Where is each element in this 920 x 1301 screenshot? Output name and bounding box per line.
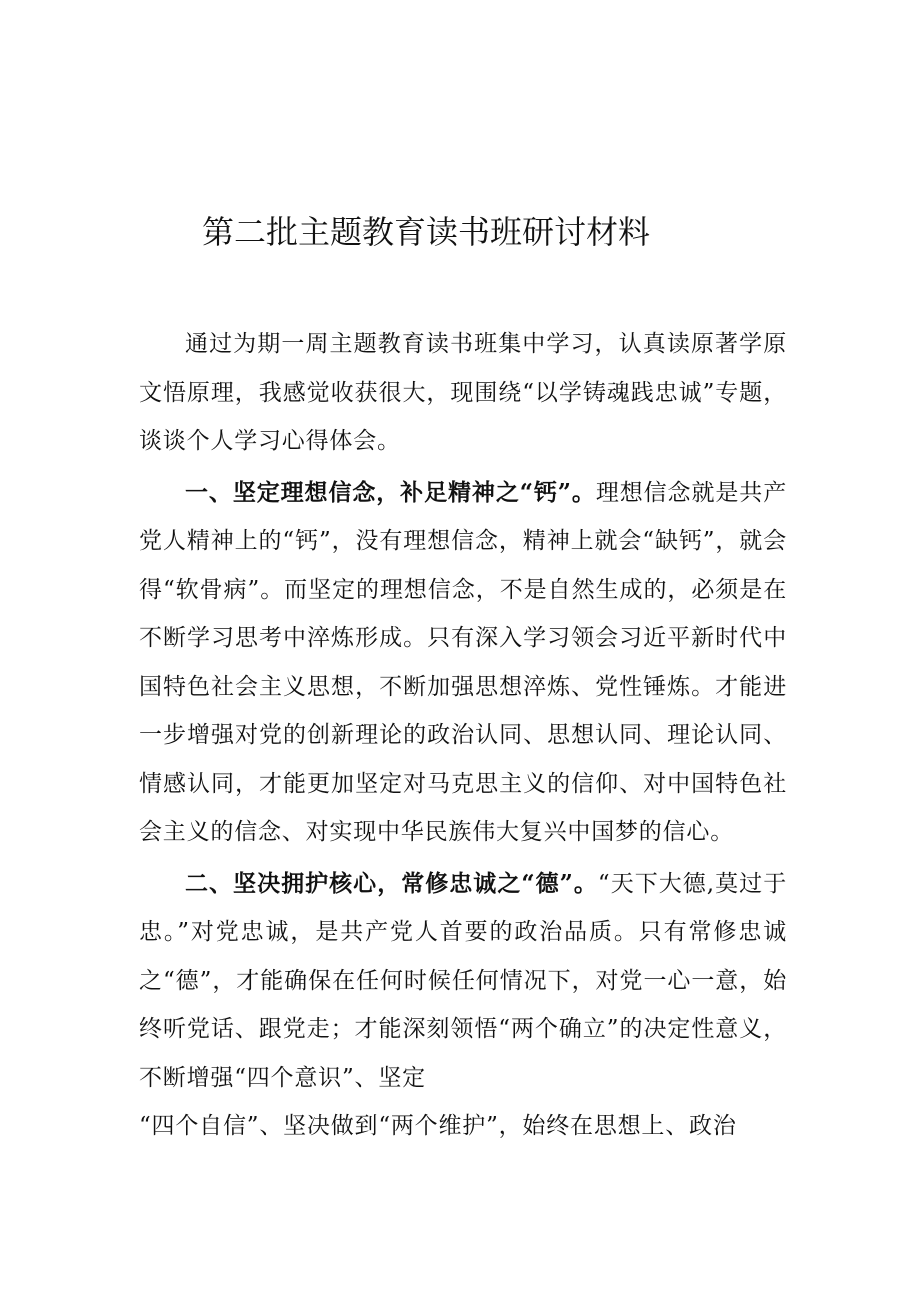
document-body: [139, 320, 787, 1151]
section-2-paragraph: [139, 860, 787, 1103]
section-2-continuation: “四个自信”、坚决做到“两个维护”，始终在思想上、政治: [139, 1113, 737, 1139]
intro-paragraph: 通过为期一周主题教育读书班集中学习，认真读原著学原文悟原理，我感觉收获很大，现围绕“以学铸魂践忠诚”专题，谈谈个人学习心得体会。: [139, 331, 787, 454]
section-1-body: 理想信念就是共产党人精神上的“钙”，没有理想信念，精神上就会“缺钙”，就会得“软骨病”。而坚定的理想信念，不是自然生成的，必须是在不断学习思考中淬炼形成。只有深入学习领会习近平新时代中国特色社会主义思想，不断加强思想淬炼、党性锤炼。才能进一步增强对党的创新理论的政治认同、思想认同、理论认同、情感认同，才能更加坚定对马克思主义的信仰、对中国特色社会主义的信念、对实现中华民族伟大复兴中国梦的信心。: [139, 479, 787, 845]
section-2-body: “天下大德,莫过于忠。”对党忠诚，是共产党人首要的政治品质。只有常修忠诚之“德”，才能确保在任何时候任何情况下，对党一心一意，始终听党话、跟党走；才能深刻领悟“两个确立”的决定性意义，不断增强“四个意识”、坚定: [139, 870, 787, 1091]
section-1-heading: 一、坚定理想信念，补足精神之“钙”。: [185, 478, 596, 506]
document-title: 第二批主题教育读书班研讨材料: [201, 213, 650, 251]
section-2-heading: 二、坚决拥护核心，常修忠诚之“德”。: [185, 869, 598, 897]
section-1-paragraph: [139, 469, 787, 857]
